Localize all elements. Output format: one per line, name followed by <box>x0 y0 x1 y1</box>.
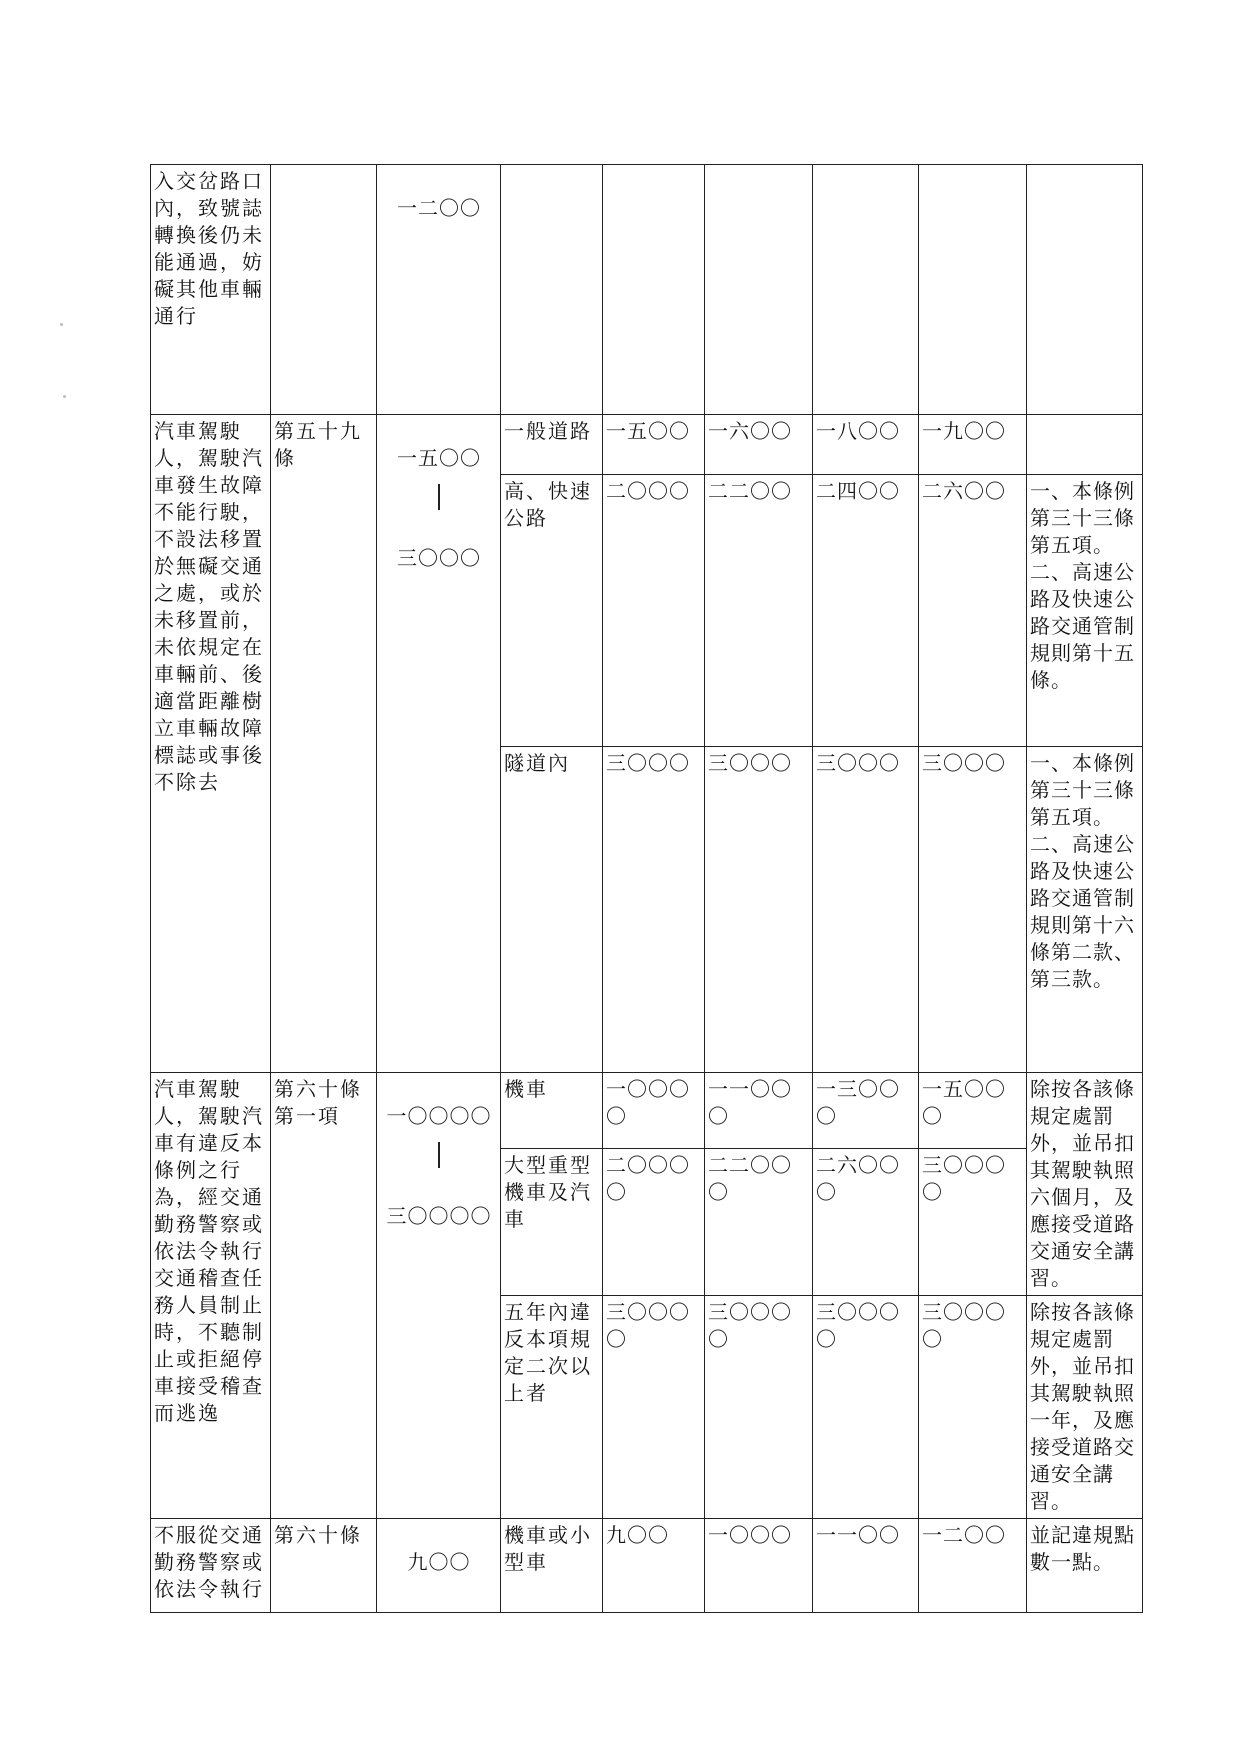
empty-cell <box>919 165 1027 415</box>
fine-amount-cell: 一一〇〇〇 <box>705 1073 813 1149</box>
empty-cell <box>501 165 603 415</box>
fine-range-min: 九〇〇 <box>407 1550 471 1574</box>
fine-amount-cell: 二六〇〇〇 <box>813 1148 919 1295</box>
offense-cell: 不服從交通勤務警察或依法令執行 <box>151 1519 271 1613</box>
fine-range-cell <box>377 1519 501 1613</box>
range-divider <box>438 1142 440 1168</box>
fine-amount-cell: 一五〇〇 <box>603 415 705 475</box>
article-cell: 第五十九條 <box>271 415 377 1073</box>
fine-amount-cell: 二六〇〇 <box>919 475 1027 747</box>
offense-cell: 汽車駕駛人，駕駛汽車有違反本條例之行為，經交通勤務警察或依法令執行交通稽查任務人員制止時，不聽制止或拒絕停車接受稽查而逃逸 <box>151 1073 271 1519</box>
offense-cell: 汽車駕駛人，駕駛汽車發生故障不能行駛，不設法移置於無礙交通之處，或於未移置前，未依規定在車輛前、後適當距離樹立車輛故障標誌或事後不除去 <box>151 415 271 1073</box>
empty-cell <box>813 165 919 415</box>
range-divider <box>438 484 440 510</box>
fine-amount-cell: 一五〇〇〇 <box>919 1073 1027 1149</box>
fine-amount-cell: 二四〇〇 <box>813 475 919 747</box>
note-cell: 除按各該條規定處罰外，並吊扣其駕駛執照一年，及應接受道路交通安全講習。 <box>1027 1296 1143 1519</box>
fine-amount-cell: 一六〇〇 <box>705 415 813 475</box>
scan-speck <box>63 395 66 398</box>
fine-amount-cell: 九〇〇 <box>603 1519 705 1613</box>
empty-cell <box>705 165 813 415</box>
fine-amount-cell: 三〇〇〇 <box>919 747 1027 1073</box>
fine-range-min: 一五〇〇 <box>397 446 481 470</box>
empty-cell <box>1027 165 1143 415</box>
article-cell <box>271 165 377 415</box>
fine-amount-cell: 二〇〇〇 <box>603 475 705 747</box>
fine-amount-cell: 三〇〇〇〇 <box>813 1296 919 1519</box>
tier-label-cell: 機車或小型車 <box>501 1519 603 1613</box>
note-cell <box>1027 415 1143 475</box>
fine-amount-cell: 一三〇〇〇 <box>813 1073 919 1149</box>
tier-label-cell: 機車 <box>501 1073 603 1149</box>
tier-label-cell: 五年內違反本項規定二次以上者 <box>501 1296 603 1519</box>
table-row <box>151 415 1143 475</box>
note-cell: 一、本條例第三十三條第五項。 二、高速公路及快速公路交通管制規則第十五條。 <box>1027 475 1143 747</box>
fine-amount-cell: 三〇〇〇〇 <box>705 1296 813 1519</box>
fine-range-min: 一〇〇〇〇 <box>386 1104 492 1128</box>
table-row <box>151 1073 1143 1149</box>
fine-amount-cell: 三〇〇〇 <box>813 747 919 1073</box>
fine-amount-cell: 二〇〇〇〇 <box>603 1148 705 1295</box>
fine-range-cell <box>377 165 501 415</box>
fine-amount-cell: 三〇〇〇 <box>705 747 813 1073</box>
fine-range-min: 一二〇〇 <box>397 196 481 220</box>
table-row <box>151 165 1143 415</box>
tier-label-cell: 隧道內 <box>501 747 603 1073</box>
fine-amount-cell: 一〇〇〇 <box>705 1519 813 1613</box>
fine-range-max: 三〇〇〇〇 <box>386 1204 492 1228</box>
fine-amount-cell: 一九〇〇 <box>919 415 1027 475</box>
article-cell: 第六十條 第一項 <box>271 1073 377 1519</box>
tier-label-cell: 一般道路 <box>501 415 603 475</box>
fine-amount-cell: 二二〇〇 <box>705 475 813 747</box>
fine-amount-cell: 一八〇〇 <box>813 415 919 475</box>
article-cell: 第六十條 <box>271 1519 377 1613</box>
note-cell: 除按各該條規定處罰外，並吊扣其駕駛執照六個月，及應接受道路交通安全講習。 <box>1027 1073 1143 1296</box>
fine-amount-cell: 二二〇〇〇 <box>705 1148 813 1295</box>
offense-cell: 入交岔路口內，致號誌轉換後仍未能通過，妨礙其他車輛通行 <box>151 165 271 415</box>
fine-range-max: 三〇〇〇 <box>397 546 481 570</box>
note-cell: 並記違規點數一點。 <box>1027 1519 1143 1613</box>
empty-cell <box>603 165 705 415</box>
note-cell: 一、本條例第三十三條第五項。 二、高速公路及快速公路交通管制規則第十六條第二款、第三款。 <box>1027 747 1143 1073</box>
fine-amount-cell: 三〇〇〇〇 <box>919 1296 1027 1519</box>
tier-label-cell: 大型重型機車及汽車 <box>501 1148 603 1295</box>
fine-amount-cell: 一二〇〇 <box>919 1519 1027 1613</box>
fine-amount-cell: 一一〇〇 <box>813 1519 919 1613</box>
tier-label-cell: 高、快速公路 <box>501 475 603 747</box>
scan-speck <box>60 323 63 326</box>
fine-range-cell <box>377 1073 501 1519</box>
fine-amount-cell: 三〇〇〇 <box>603 747 705 1073</box>
fine-amount-cell: 三〇〇〇〇 <box>919 1148 1027 1295</box>
fine-amount-cell: 三〇〇〇〇 <box>603 1296 705 1519</box>
fine-amount-cell: 一〇〇〇〇 <box>603 1073 705 1149</box>
table-row <box>151 1519 1143 1613</box>
fine-range-cell <box>377 415 501 1073</box>
fine-schedule-table <box>150 164 1143 1613</box>
